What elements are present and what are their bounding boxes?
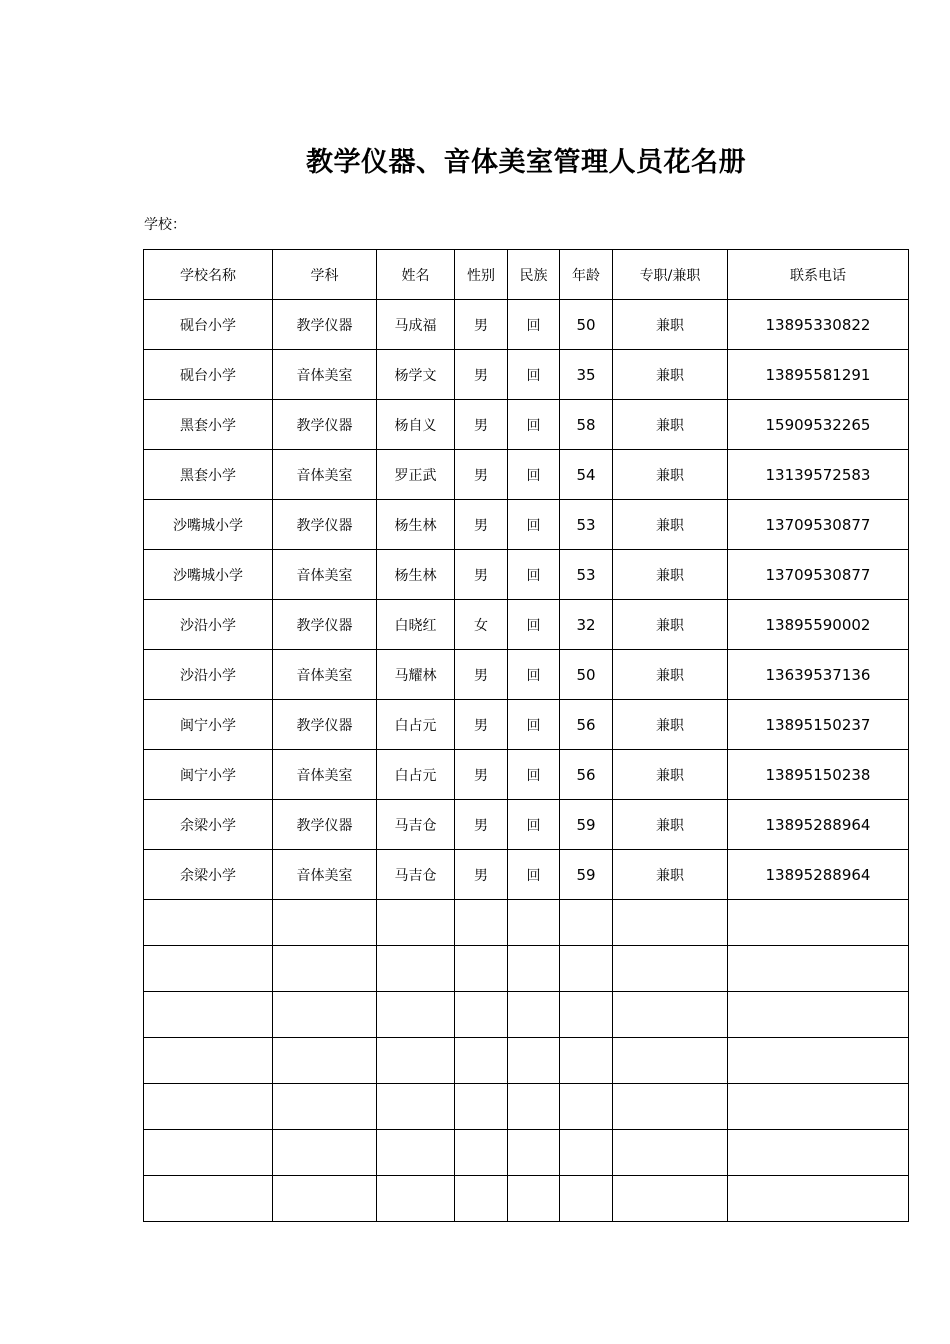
subject-cell: 音体美室 [273, 550, 377, 600]
empty-cell [560, 1130, 613, 1176]
empty-cell [273, 1130, 377, 1176]
empty-cell [377, 1176, 455, 1222]
empty-cell [455, 1038, 508, 1084]
subject-cell: 教学仪器 [273, 300, 377, 350]
age-cell: 58 [560, 400, 613, 450]
phone-cell: 13895150237 [728, 700, 909, 750]
empty-cell [560, 1176, 613, 1222]
name-cell: 杨生林 [377, 500, 455, 550]
table-row [144, 300, 909, 350]
phone-cell: 13895330822 [728, 300, 909, 350]
empty-cell [455, 992, 508, 1038]
empty-cell [455, 900, 508, 946]
empty-cell [508, 900, 560, 946]
empty-cell [144, 1130, 273, 1176]
phone-cell: 13709530877 [728, 500, 909, 550]
empty-table-row [144, 1084, 909, 1130]
subject-cell: 教学仪器 [273, 700, 377, 750]
empty-cell [273, 900, 377, 946]
empty-cell [273, 1176, 377, 1222]
empty-table-row [144, 1038, 909, 1084]
header-name: 姓名 [377, 250, 455, 300]
empty-cell [613, 1084, 728, 1130]
phone-cell: 13895590002 [728, 600, 909, 650]
fulltime-parttime-cell: 兼职 [613, 600, 728, 650]
fulltime-parttime-cell: 兼职 [613, 650, 728, 700]
table-row [144, 800, 909, 850]
school-name-cell: 沙嘴城小学 [144, 500, 273, 550]
ethnicity-cell: 回 [508, 400, 560, 450]
empty-cell [508, 946, 560, 992]
empty-cell [508, 1038, 560, 1084]
table-row [144, 650, 909, 700]
empty-cell [613, 900, 728, 946]
fulltime-parttime-cell: 兼职 [613, 300, 728, 350]
table-row [144, 500, 909, 550]
empty-cell [144, 1084, 273, 1130]
phone-cell: 13895150238 [728, 750, 909, 800]
school-name-cell: 沙沿小学 [144, 650, 273, 700]
empty-cell [560, 946, 613, 992]
empty-table-row [144, 1130, 909, 1176]
subject-cell: 音体美室 [273, 350, 377, 400]
fulltime-parttime-cell: 兼职 [613, 450, 728, 500]
table-row [144, 550, 909, 600]
age-cell: 50 [560, 650, 613, 700]
empty-cell [613, 946, 728, 992]
school-name-cell: 黑套小学 [144, 450, 273, 500]
subject-cell: 音体美室 [273, 750, 377, 800]
empty-cell [728, 992, 909, 1038]
empty-cell [377, 900, 455, 946]
phone-cell: 15909532265 [728, 400, 909, 450]
age-cell: 59 [560, 800, 613, 850]
empty-cell [455, 946, 508, 992]
table-row [144, 400, 909, 450]
empty-table-row [144, 900, 909, 946]
empty-cell [455, 1084, 508, 1130]
empty-cell [728, 1130, 909, 1176]
table-row [144, 700, 909, 750]
gender-cell: 男 [455, 450, 508, 500]
empty-cell [728, 900, 909, 946]
ethnicity-cell: 回 [508, 550, 560, 600]
subject-cell: 教学仪器 [273, 600, 377, 650]
ethnicity-cell: 回 [508, 700, 560, 750]
school-name-cell: 闽宁小学 [144, 750, 273, 800]
empty-cell [144, 900, 273, 946]
table-row [144, 450, 909, 500]
header-fulltime-parttime: 专职/兼职 [613, 250, 728, 300]
table-row [144, 350, 909, 400]
roster-table [143, 249, 909, 1222]
ethnicity-cell: 回 [508, 600, 560, 650]
age-cell: 32 [560, 600, 613, 650]
empty-cell [508, 992, 560, 1038]
name-cell: 白占元 [377, 700, 455, 750]
empty-cell [613, 992, 728, 1038]
gender-cell: 男 [455, 400, 508, 450]
header-subject: 学科 [273, 250, 377, 300]
subject-cell: 教学仪器 [273, 800, 377, 850]
phone-cell: 13639537136 [728, 650, 909, 700]
gender-cell: 男 [455, 550, 508, 600]
subject-cell: 音体美室 [273, 450, 377, 500]
empty-cell [144, 992, 273, 1038]
empty-cell [273, 992, 377, 1038]
empty-cell [728, 1176, 909, 1222]
empty-cell [273, 946, 377, 992]
ethnicity-cell: 回 [508, 450, 560, 500]
school-label: 学校： [144, 217, 186, 233]
school-name-cell: 沙嘴城小学 [144, 550, 273, 600]
school-name-cell: 砚台小学 [144, 350, 273, 400]
age-cell: 59 [560, 850, 613, 900]
empty-cell [560, 1084, 613, 1130]
school-name-cell: 余梁小学 [144, 800, 273, 850]
fulltime-parttime-cell: 兼职 [613, 750, 728, 800]
header-school-name: 学校名称 [144, 250, 273, 300]
age-cell: 56 [560, 750, 613, 800]
fulltime-parttime-cell: 兼职 [613, 550, 728, 600]
name-cell: 马成福 [377, 300, 455, 350]
empty-cell [377, 1130, 455, 1176]
empty-cell [144, 1038, 273, 1084]
phone-cell: 13895288964 [728, 800, 909, 850]
empty-cell [508, 1130, 560, 1176]
empty-cell [728, 946, 909, 992]
empty-cell [377, 1084, 455, 1130]
empty-cell [560, 1038, 613, 1084]
gender-cell: 男 [455, 750, 508, 800]
name-cell: 白晓红 [377, 600, 455, 650]
ethnicity-cell: 回 [508, 650, 560, 700]
ethnicity-cell: 回 [508, 350, 560, 400]
fulltime-parttime-cell: 兼职 [613, 850, 728, 900]
empty-cell [560, 992, 613, 1038]
phone-cell: 13709530877 [728, 550, 909, 600]
header-phone: 联系电话 [728, 250, 909, 300]
header-age: 年龄 [560, 250, 613, 300]
empty-cell [377, 946, 455, 992]
empty-table-row [144, 992, 909, 1038]
school-name-cell: 沙沿小学 [144, 600, 273, 650]
age-cell: 35 [560, 350, 613, 400]
table-header-row [144, 250, 909, 300]
ethnicity-cell: 回 [508, 800, 560, 850]
empty-table-row [144, 946, 909, 992]
name-cell: 杨自义 [377, 400, 455, 450]
gender-cell: 男 [455, 300, 508, 350]
empty-cell [728, 1038, 909, 1084]
empty-cell [455, 1130, 508, 1176]
subject-cell: 音体美室 [273, 650, 377, 700]
fulltime-parttime-cell: 兼职 [613, 800, 728, 850]
empty-cell [508, 1176, 560, 1222]
school-name-cell: 黑套小学 [144, 400, 273, 450]
gender-cell: 男 [455, 700, 508, 750]
ethnicity-cell: 回 [508, 300, 560, 350]
phone-cell: 13139572583 [728, 450, 909, 500]
empty-cell [560, 900, 613, 946]
school-name-cell: 余梁小学 [144, 850, 273, 900]
ethnicity-cell: 回 [508, 500, 560, 550]
name-cell: 马吉仓 [377, 850, 455, 900]
header-ethnicity: 民族 [508, 250, 560, 300]
empty-cell [273, 1084, 377, 1130]
name-cell: 马耀林 [377, 650, 455, 700]
name-cell: 马吉仓 [377, 800, 455, 850]
gender-cell: 男 [455, 650, 508, 700]
name-cell: 罗正武 [377, 450, 455, 500]
empty-table-row [144, 1176, 909, 1222]
empty-cell [613, 1038, 728, 1084]
table-row [144, 750, 909, 800]
subject-cell: 音体美室 [273, 850, 377, 900]
gender-cell: 男 [455, 800, 508, 850]
empty-cell [377, 1038, 455, 1084]
header-gender: 性别 [455, 250, 508, 300]
empty-cell [377, 992, 455, 1038]
subject-cell: 教学仪器 [273, 500, 377, 550]
empty-cell [613, 1130, 728, 1176]
phone-cell: 13895581291 [728, 350, 909, 400]
fulltime-parttime-cell: 兼职 [613, 350, 728, 400]
school-name-cell: 砚台小学 [144, 300, 273, 350]
age-cell: 56 [560, 700, 613, 750]
name-cell: 杨学文 [377, 350, 455, 400]
age-cell: 53 [560, 500, 613, 550]
empty-cell [508, 1084, 560, 1130]
age-cell: 50 [560, 300, 613, 350]
fulltime-parttime-cell: 兼职 [613, 500, 728, 550]
gender-cell: 男 [455, 350, 508, 400]
name-cell: 杨生林 [377, 550, 455, 600]
empty-cell [273, 1038, 377, 1084]
page-title: 教学仪器、音体美室管理人员花名册 [306, 147, 746, 178]
empty-cell [728, 1084, 909, 1130]
empty-cell [144, 946, 273, 992]
fulltime-parttime-cell: 兼职 [613, 400, 728, 450]
gender-cell: 男 [455, 500, 508, 550]
empty-cell [455, 1176, 508, 1222]
gender-cell: 男 [455, 850, 508, 900]
phone-cell: 13895288964 [728, 850, 909, 900]
school-name-cell: 闽宁小学 [144, 700, 273, 750]
ethnicity-cell: 回 [508, 750, 560, 800]
empty-cell [613, 1176, 728, 1222]
ethnicity-cell: 回 [508, 850, 560, 900]
gender-cell: 女 [455, 600, 508, 650]
table-row [144, 850, 909, 900]
fulltime-parttime-cell: 兼职 [613, 700, 728, 750]
empty-cell [144, 1176, 273, 1222]
name-cell: 白占元 [377, 750, 455, 800]
table-row [144, 600, 909, 650]
age-cell: 53 [560, 550, 613, 600]
subject-cell: 教学仪器 [273, 400, 377, 450]
age-cell: 54 [560, 450, 613, 500]
